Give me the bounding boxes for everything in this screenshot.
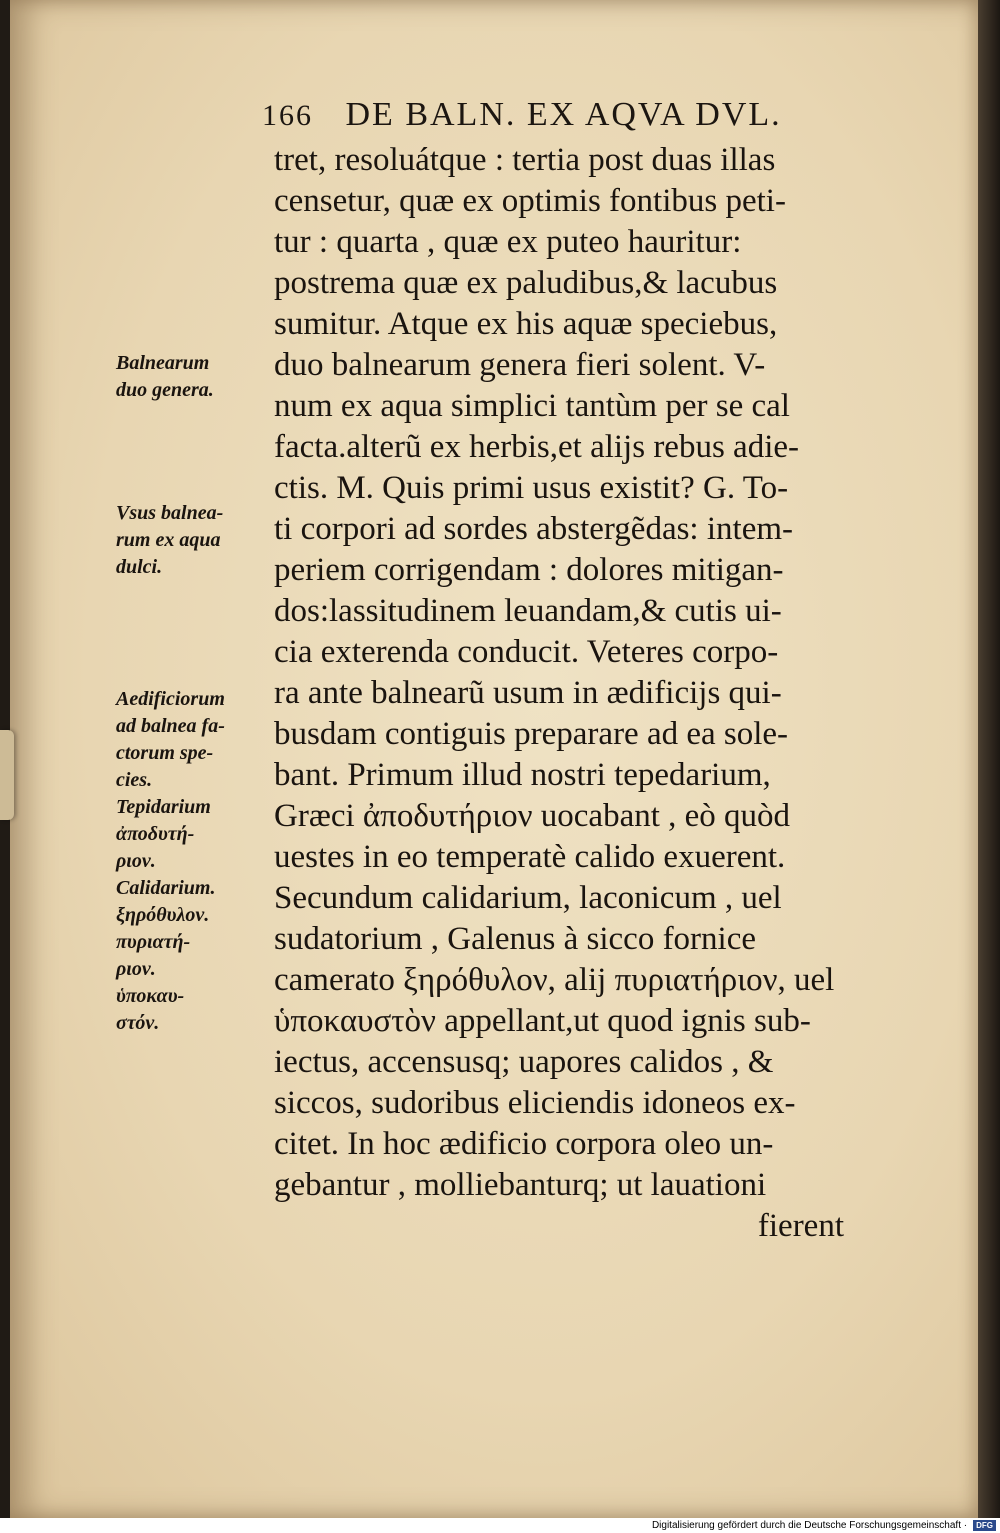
text-line: busdam contiguis preparare ad ea sole- [274, 716, 789, 752]
text-line: ra ante balnearũ usum in ædificijs qui- [274, 675, 782, 711]
text-line: gebantur , molliebanturq; ut lauationi [274, 1167, 767, 1203]
dfg-logo-icon: DFG [973, 1520, 996, 1531]
margin-line: cies. [116, 769, 153, 791]
margin-line: ριον. [116, 850, 156, 872]
text-line: sumitur. Atque ex his aquæ speciebus, [274, 306, 778, 342]
text-line: facta.alterũ ex herbis,et alijs rebus adie- [274, 429, 800, 465]
margin-line: πυριατή- [116, 931, 191, 953]
text-line: siccos, sudoribus eliciendis idoneos ex- [274, 1085, 796, 1121]
digitization-footer [0, 1518, 1000, 1533]
margin-line: ctorum spe- [116, 742, 214, 764]
margin-line: ξηρόθυλον. [116, 904, 210, 926]
text-line: uestes in eo temperatè calido exuerent. [274, 839, 786, 875]
running-title: DE BALN. EX AQVA DVL. [345, 96, 782, 133]
text-line: Græci ἀποδυτήριον uocabant , eò quòd [274, 798, 791, 834]
text-line: ὑποκαυστὸν appellant,ut quod ignis sub- [274, 1003, 811, 1039]
text-line: dos:lassitudinem leuandam,& cutis ui- [274, 593, 782, 629]
text-line: tret, resoluátque : tertia post duas illas [274, 142, 776, 178]
text-line: citet. In hoc ædificio corpora oleo un- [274, 1126, 774, 1162]
text-line: tur : quarta , quæ ex puteo hauritur: [274, 224, 742, 260]
margin-line: ἀποδυτή- [116, 823, 195, 845]
margin-line: ὑποκαυ- [116, 985, 185, 1007]
text-line: ctis. M. Quis primi usus existit? G. To- [274, 470, 789, 506]
running-header [262, 96, 822, 140]
text-line: Secundum calidarium, laconicum , uel [274, 880, 782, 916]
marginal-note-aedificiorum [116, 686, 274, 1037]
marginal-note-balnearum [116, 350, 274, 404]
margin-line: ad balnea fa- [116, 715, 225, 737]
main-text-block [274, 140, 874, 1247]
funding-credit: Digitalisierung gefördert durch die Deutsche Forschungsgemeinschaft · [651, 1520, 968, 1531]
text-line: periem corrigendam : dolores mitigan- [274, 552, 784, 588]
text-line: censetur, quæ ex optimis fontibus peti- [274, 183, 786, 219]
margin-line: ριον. [116, 958, 156, 980]
margin-line: Vsus balnea- [116, 502, 224, 524]
margin-line: Aedificiorum [116, 688, 225, 710]
page-edge [978, 0, 1000, 1518]
text-line: iectus, accensusq; uapores calidos , & [274, 1044, 774, 1080]
text-line: cia exterenda conducit. Veteres corpo- [274, 634, 779, 670]
margin-line: Balnearum [116, 352, 210, 374]
page-number: 166 [262, 99, 313, 132]
catchword-line: fierent [757, 1208, 844, 1244]
text-line: postrema quæ ex paludibus,& lacubus [274, 265, 778, 301]
text-line: num ex aqua simplici tantùm per se cal [274, 388, 790, 424]
text-line: duo balnearum genera fieri solent. V- [274, 347, 766, 383]
margin-line: Calidarium. [116, 877, 216, 899]
text-line: sudatorium , Galenus à sicco fornice [274, 921, 757, 957]
text-line: ti corpori ad sordes abstergẽdas: intem- [274, 511, 793, 547]
text-line: bant. Primum illud nostri tepedarium, [274, 757, 771, 793]
marginal-note-usus [116, 500, 274, 581]
margin-line: duo genera. [116, 379, 214, 401]
margin-line: στόν. [116, 1012, 160, 1034]
page-tab [0, 730, 14, 820]
margin-line: dulci. [116, 556, 163, 578]
margin-line: Tepidarium [116, 796, 211, 818]
margin-line: rum ex aqua [116, 529, 221, 551]
text-line: camerato ξηρόθυλον, alij πυριατήριον, uel [274, 962, 835, 998]
